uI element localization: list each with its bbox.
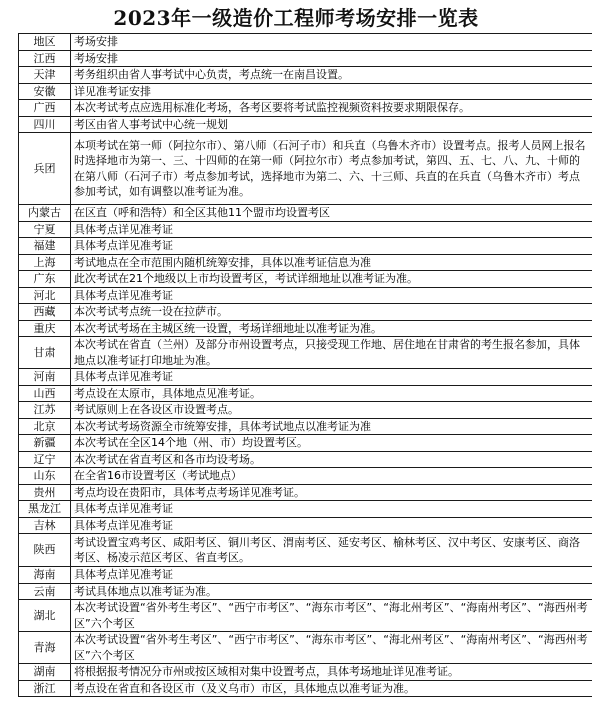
arrangement-cell: 具体考点详见准考证 [71, 238, 592, 255]
region-cell: 新疆 [19, 435, 71, 452]
header-arrangement: 考场安排 [71, 34, 592, 51]
arrangement-cell: 具体考点详见准考证 [71, 369, 592, 386]
arrangement-cell: 本次考试考点应选用标准化考场，各考区要将考试监控视频资料按要求期限保存。 [71, 100, 592, 117]
arrangement-cell: 本次考试在全区14个地（州、市）均设置考区。 [71, 435, 592, 452]
table-row [19, 304, 592, 321]
arrangement-table [18, 33, 592, 697]
table-row [19, 567, 592, 584]
region-cell: 山东 [19, 468, 71, 485]
table-row [19, 680, 592, 697]
region-cell: 贵州 [19, 484, 71, 501]
table-row [19, 337, 592, 369]
table-row [19, 402, 592, 419]
region-cell: 湖南 [19, 664, 71, 681]
table-row [19, 435, 592, 452]
region-cell: 江苏 [19, 402, 71, 419]
table-row [19, 221, 592, 238]
arrangement-cell: 考场安排 [71, 50, 592, 67]
header-region: 地区 [19, 34, 71, 51]
table-row [19, 385, 592, 402]
region-cell: 宁夏 [19, 221, 71, 238]
region-cell: 辽宁 [19, 451, 71, 468]
table-row [19, 517, 592, 534]
table-row [19, 369, 592, 386]
arrangement-cell: 本次考试考点统一设在拉萨市。 [71, 304, 592, 321]
table-row [19, 116, 592, 133]
arrangement-cell: 在全省16市设置考区（考试地点） [71, 468, 592, 485]
sheet-title: 2023年一级造价工程师考场安排一览表 [113, 6, 479, 30]
arrangement-cell: 考试原则上在各设区市设置考点。 [71, 402, 592, 419]
arrangement-cell: 在区直（呼和浩特）和全区其他11个盟市均设置考区 [71, 205, 592, 222]
region-cell: 广西 [19, 100, 71, 117]
arrangement-cell: 此次考试在21个地级以上市均设置考区，考试详细地址以准考证为准。 [71, 271, 592, 288]
region-cell: 陕西 [19, 534, 71, 567]
table-row [19, 133, 592, 205]
table-row [19, 67, 592, 84]
table-row [19, 468, 592, 485]
region-cell: 甘肃 [19, 337, 71, 369]
table-row [19, 50, 592, 67]
region-cell: 北京 [19, 418, 71, 435]
arrangement-cell: 具体考点详见准考证 [71, 501, 592, 518]
region-cell: 青海 [19, 632, 71, 664]
table-row [19, 418, 592, 435]
region-cell: 重庆 [19, 320, 71, 337]
region-cell: 河北 [19, 287, 71, 304]
arrangement-cell: 考区由省人事考试中心统一规划 [71, 116, 592, 133]
region-cell: 福建 [19, 238, 71, 255]
table-row [19, 583, 592, 600]
table-row [19, 205, 592, 222]
table-row [19, 664, 592, 681]
region-cell: 天津 [19, 67, 71, 84]
table-row [19, 287, 592, 304]
region-cell: 黑龙江 [19, 501, 71, 518]
region-cell: 湖北 [19, 600, 71, 632]
arrangement-cell: 考试设置宝鸡考区、咸阳考区、铜川考区、渭南考区、延安考区、榆林考区、汉中考区、安康考区、商洛考区、杨凌示范区考区、省直考区。 [71, 534, 592, 567]
arrangement-cell: 本次考试在省直考区和各市均设考场。 [71, 451, 592, 468]
table-row [19, 600, 592, 632]
table-row [19, 254, 592, 271]
arrangement-cell: 考点设在太原市，具体地点见准考证。 [71, 385, 592, 402]
arrangement-cell: 详见准考证安排 [71, 83, 592, 100]
table-row [19, 501, 592, 518]
region-cell: 河南 [19, 369, 71, 386]
region-cell: 兵团 [19, 133, 71, 205]
region-cell: 吉林 [19, 517, 71, 534]
arrangement-cell: 本次考试设置“省外考生考区”、“西宁市考区”、“海东市考区”、“海北州考区”、“海南州考区”、“海西州考区”六个考区 [71, 600, 592, 632]
arrangement-cell: 具体考点详见准考证 [71, 567, 592, 584]
arrangement-cell: 将根据报考情况分市州或按区域相对集中设置考点，具体考场地址详见准考证。 [71, 664, 592, 681]
region-cell: 海南 [19, 567, 71, 584]
region-cell: 浙江 [19, 680, 71, 697]
table-row [19, 271, 592, 288]
arrangement-cell: 考点均设在贵阳市，具体考点考场详见准考证。 [71, 484, 592, 501]
arrangement-cell: 考试地点在全市范围内随机统筹安排，具体以准考证信息为准 [71, 254, 592, 271]
region-cell: 云南 [19, 583, 71, 600]
region-cell: 广东 [19, 271, 71, 288]
arrangement-cell: 本次考试考场资源全市统筹安排，具体考试地点以准考证为准 [71, 418, 592, 435]
arrangement-cell: 本次考试设置“省外考生考区”、“西宁市考区”、“海东市考区”、“海北州考区”、“海南州考区”、“海西州考区”六个考区 [71, 632, 592, 664]
table-row [19, 238, 592, 255]
table-row [19, 534, 592, 567]
table-row [19, 100, 592, 117]
arrangement-cell: 具体考点详见准考证 [71, 221, 592, 238]
region-cell: 上海 [19, 254, 71, 271]
region-cell: 安徽 [19, 83, 71, 100]
region-cell: 西藏 [19, 304, 71, 321]
arrangement-cell: 考试具体地点以准考证为准。 [71, 583, 592, 600]
table-row [19, 83, 592, 100]
arrangement-cell: 本项考试在第一师（阿拉尔市）、第八师（石河子市）和兵直（乌鲁木齐市）设置考点。报考人员网上报名时选择地市为第一、三、十四师的在第一师（阿拉尔市）考点参加考试，第四、五、七、八、九、十师的在第八师（石河子市）考点参加考试，选择地市为第二、六、十三师、兵直的在兵直（乌鲁木齐市）考点参加考试，如有调整以准考证为准。 [71, 133, 592, 205]
table-row [19, 320, 592, 337]
arrangement-cell: 具体考点详见准考证 [71, 287, 592, 304]
region-cell: 四川 [19, 116, 71, 133]
region-cell: 山西 [19, 385, 71, 402]
region-cell: 江西 [19, 50, 71, 67]
region-cell: 内蒙古 [19, 205, 71, 222]
table-row [19, 632, 592, 664]
arrangement-cell: 考点设在省直和各设区市（及义乌市）市区，具体地点以准考证为准。 [71, 680, 592, 697]
arrangement-cell: 本次考试考场在主城区统一设置，考场详细地址以准考证为准。 [71, 320, 592, 337]
arrangement-cell: 考务组织由省人事考试中心负责，考点统一在南昌设置。 [71, 67, 592, 84]
table-row [19, 484, 592, 501]
table-row [19, 451, 592, 468]
arrangement-cell: 具体考点详见准考证 [71, 517, 592, 534]
arrangement-cell: 本次考试在省直（兰州）及部分市州设置考点，只接受现工作地、居住地在甘肃省的考生报名参加，具体地点以准考证打印地址为准。 [71, 337, 592, 369]
table-header-row [19, 34, 592, 51]
